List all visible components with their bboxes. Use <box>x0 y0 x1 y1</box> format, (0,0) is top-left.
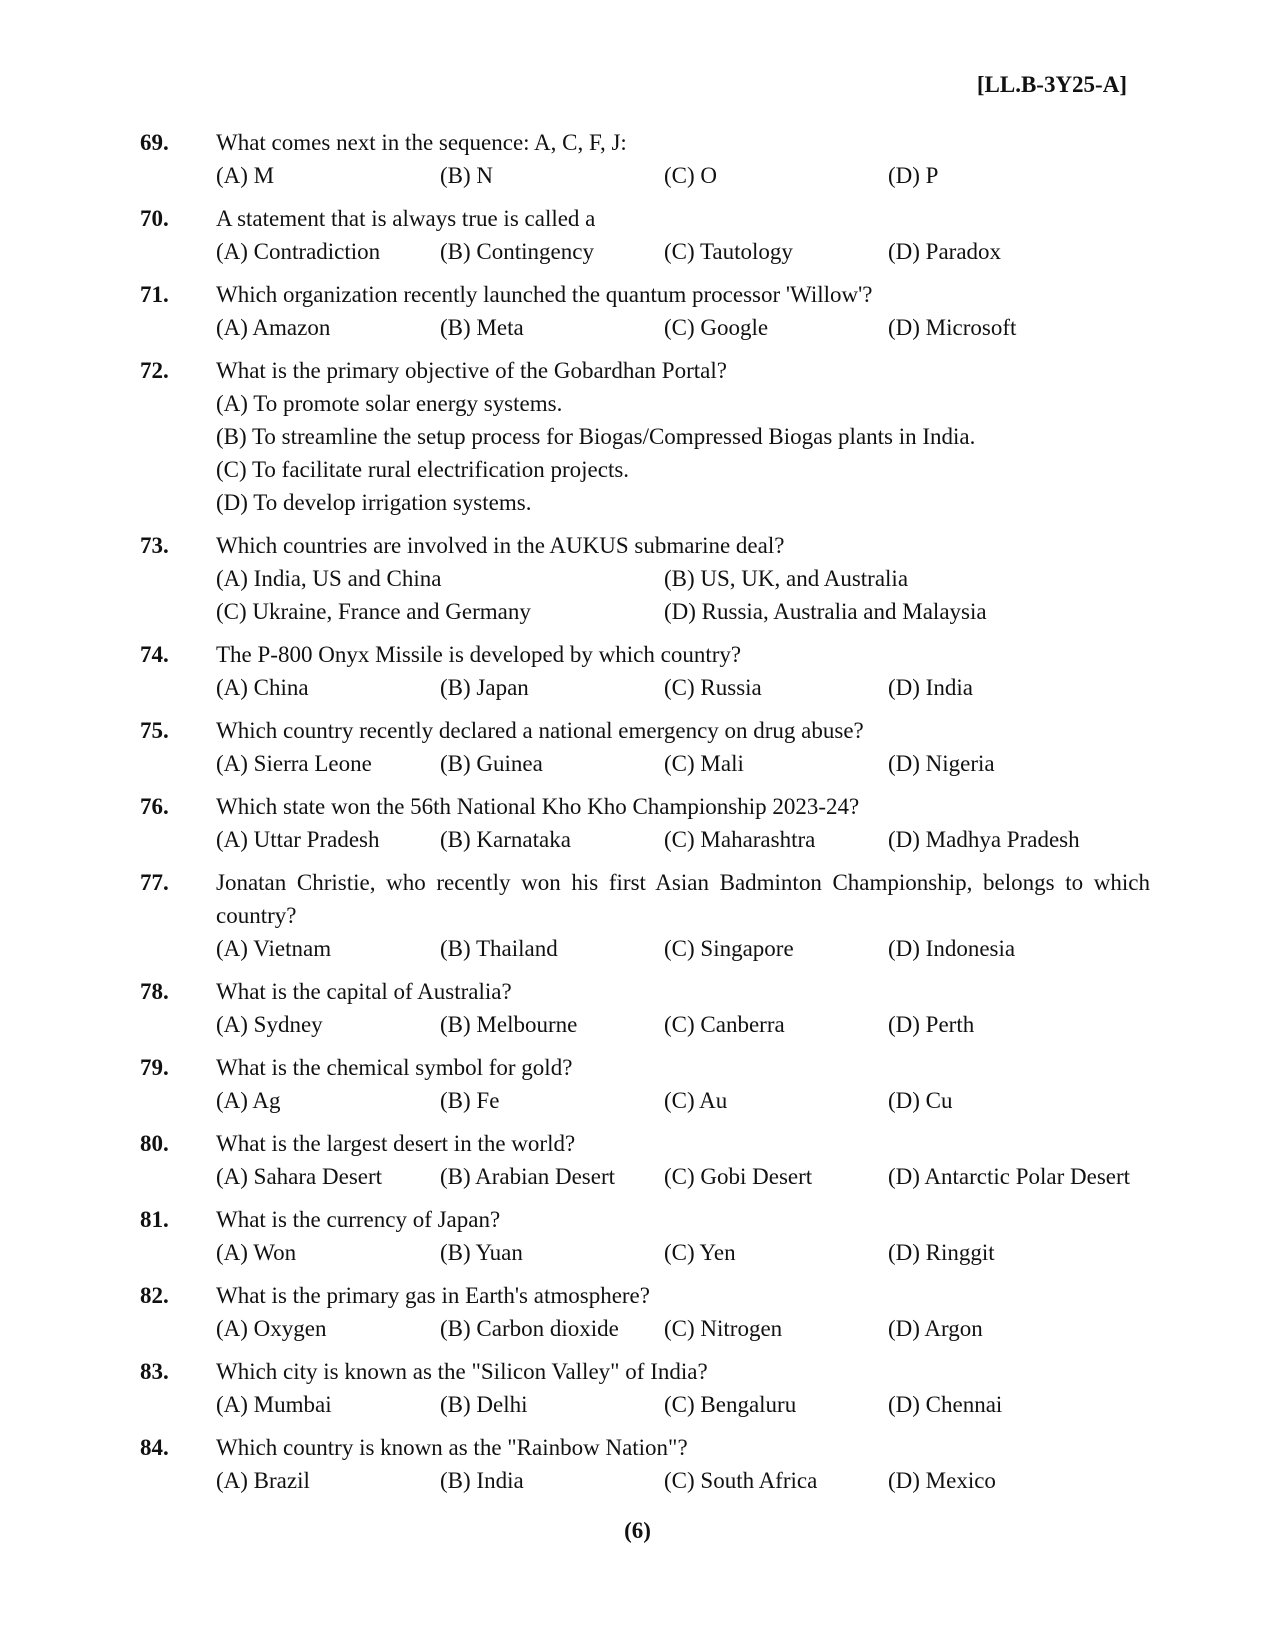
answer-option: (A) Amazon <box>216 315 331 340</box>
options-group <box>216 932 1150 965</box>
question-text: Which state won the 56th National Kho Kho Championship 2023-24? <box>216 794 860 819</box>
answer-option: (B) Thailand <box>440 936 558 961</box>
question-item <box>140 790 1150 856</box>
options-group <box>216 387 1150 519</box>
question-text: A statement that is always true is called a <box>216 206 596 231</box>
answer-option: (B) To streamline the setup process for Biogas/Compressed Biogas plants in India. <box>216 424 976 449</box>
answer-option: (A) Ag <box>216 1088 281 1113</box>
answer-option: (C) Singapore <box>664 936 794 961</box>
question-text: Which city is known as the "Silicon Valley" of India? <box>216 1359 708 1384</box>
answer-option: (B) Arabian Desert <box>440 1164 615 1189</box>
question-number: 76. <box>140 794 169 819</box>
question-item <box>140 202 1150 268</box>
page-number: (6) <box>624 1518 651 1543</box>
answer-option: (D) Cu <box>888 1088 953 1113</box>
question-text: What is the largest desert in the world? <box>216 1131 576 1156</box>
question-number: 82. <box>140 1283 169 1308</box>
question-text: What is the currency of Japan? <box>216 1207 501 1232</box>
options-group <box>216 1008 1150 1041</box>
answer-option: (D) Mexico <box>888 1468 996 1493</box>
question-number: 80. <box>140 1131 169 1156</box>
answer-option: (C) South Africa <box>664 1468 818 1493</box>
options-group <box>216 235 1150 268</box>
answer-option: (A) Mumbai <box>216 1392 332 1417</box>
question-number: 71. <box>140 282 169 307</box>
question-number: 72. <box>140 358 169 383</box>
answer-option: (B) Melbourne <box>440 1012 578 1037</box>
question-item <box>140 1127 1150 1193</box>
question-item <box>140 1203 1150 1269</box>
question-item <box>140 714 1150 780</box>
question-number: 73. <box>140 533 169 558</box>
question-item <box>140 354 1150 519</box>
answer-option: (B) Guinea <box>440 751 543 776</box>
answer-option: (B) Japan <box>440 675 529 700</box>
answer-option: (D) Nigeria <box>888 751 995 776</box>
answer-option: (C) Yen <box>664 1240 736 1265</box>
answer-option: (B) Fe <box>440 1088 500 1113</box>
answer-option: (A) Sahara Desert <box>216 1164 383 1189</box>
options-group <box>216 1084 1150 1117</box>
answer-option: (B) US, UK, and Australia <box>664 566 909 591</box>
options-group <box>216 747 1150 780</box>
question-item <box>140 975 1150 1041</box>
options-group <box>216 1160 1150 1193</box>
answer-option: (A) Sydney <box>216 1012 323 1037</box>
answer-option: (C) Maharashtra <box>664 827 816 852</box>
question-number: 75. <box>140 718 169 743</box>
answer-option: (D) Madhya Pradesh <box>888 827 1080 852</box>
answer-option: (C) Canberra <box>664 1012 785 1037</box>
answer-option: (C) Google <box>664 315 769 340</box>
answer-option: (D) Ringgit <box>888 1240 995 1265</box>
question-text: Jonatan Christie, who recently won his first Asian Badminton Championship, belongs to which country? <box>216 870 1150 928</box>
answer-option: (C) Gobi Desert <box>664 1164 813 1189</box>
answer-option: (A) M <box>216 163 275 188</box>
answer-option: (A) Contradiction <box>216 239 381 264</box>
answer-option: (C) O <box>664 163 718 188</box>
question-item <box>140 866 1150 965</box>
answer-option: (D) P <box>888 163 939 188</box>
options-group <box>216 311 1150 344</box>
answer-option: (D) Antarctic Polar Desert <box>888 1164 1131 1189</box>
question-text: Which organization recently launched the quantum processor 'Willow'? <box>216 282 873 307</box>
options-group <box>216 671 1150 704</box>
question-item <box>140 638 1150 704</box>
question-item <box>140 278 1150 344</box>
question-number: 77. <box>140 870 169 895</box>
options-group <box>216 1236 1150 1269</box>
question-item <box>140 529 1150 628</box>
answer-option: (D) Chennai <box>888 1392 1003 1417</box>
question-number: 74. <box>140 642 169 667</box>
question-item <box>140 126 1150 192</box>
answer-option: (A) Won <box>216 1240 297 1265</box>
answer-option: (C) To facilitate rural electrification projects. <box>216 457 630 482</box>
answer-option: (C) Mali <box>664 751 744 776</box>
answer-option: (B) Delhi <box>440 1392 528 1417</box>
question-text: What is the capital of Australia? <box>216 979 512 1004</box>
options-group <box>216 823 1150 856</box>
page-code: [LL.B-3Y25-A] <box>976 72 1127 97</box>
answer-option: (D) Argon <box>888 1316 983 1341</box>
answer-option: (B) Contingency <box>440 239 594 264</box>
answer-option: (A) Uttar Pradesh <box>216 827 380 852</box>
question-text: Which countries are involved in the AUKUS submarine deal? <box>216 533 785 558</box>
answer-option: (A) To promote solar energy systems. <box>216 391 563 416</box>
answer-option: (C) Bengaluru <box>664 1392 797 1417</box>
answer-option: (B) Carbon dioxide <box>440 1316 619 1341</box>
question-item <box>140 1355 1150 1421</box>
options-group <box>216 1388 1150 1421</box>
question-number: 81. <box>140 1207 169 1232</box>
options-group <box>216 1312 1150 1345</box>
answer-option: (A) Sierra Leone <box>216 751 372 776</box>
question-text: What is the chemical symbol for gold? <box>216 1055 573 1080</box>
answer-option: (B) Meta <box>440 315 524 340</box>
question-item <box>140 1051 1150 1117</box>
answer-option: (D) Russia, Australia and Malaysia <box>664 599 987 624</box>
question-number: 78. <box>140 979 169 1004</box>
question-text: What is the primary gas in Earth's atmosphere? <box>216 1283 650 1308</box>
question-number: 70. <box>140 206 169 231</box>
answer-option: (A) Vietnam <box>216 936 332 961</box>
answer-option: (B) Yuan <box>440 1240 523 1265</box>
answer-option: (C) Russia <box>664 675 762 700</box>
question-list <box>140 126 1150 1507</box>
answer-option: (C) Tautology <box>664 239 793 264</box>
question-number: 84. <box>140 1435 169 1460</box>
answer-option: (A) China <box>216 675 309 700</box>
question-item <box>140 1279 1150 1345</box>
answer-option: (B) India <box>440 1468 524 1493</box>
answer-option: (A) Brazil <box>216 1468 310 1493</box>
answer-option: (C) Ukraine, France and Germany <box>216 599 531 624</box>
answer-option: (A) Oxygen <box>216 1316 327 1341</box>
options-group <box>216 1464 1150 1497</box>
question-text: What comes next in the sequence: A, C, F, J: <box>216 130 627 155</box>
answer-option: (A) India, US and China <box>216 566 442 591</box>
answer-option: (D) Indonesia <box>888 936 1016 961</box>
options-group <box>216 159 1150 192</box>
answer-option: (C) Au <box>664 1088 728 1113</box>
question-item <box>140 1431 1150 1497</box>
options-group <box>216 562 1150 628</box>
question-number: 83. <box>140 1359 169 1384</box>
answer-option: (D) Microsoft <box>888 315 1017 340</box>
answer-option: (D) Paradox <box>888 239 1002 264</box>
answer-option: (D) Perth <box>888 1012 975 1037</box>
question-text: What is the primary objective of the Gobardhan Portal? <box>216 358 727 383</box>
question-number: 69. <box>140 130 169 155</box>
answer-option: (C) Nitrogen <box>664 1316 783 1341</box>
answer-option: (D) To develop irrigation systems. <box>216 490 532 515</box>
question-text: Which country recently declared a national emergency on drug abuse? <box>216 718 864 743</box>
question-text: Which country is known as the "Rainbow Nation"? <box>216 1435 688 1460</box>
answer-option: (B) N <box>440 163 494 188</box>
answer-option: (B) Karnataka <box>440 827 571 852</box>
question-text: The P-800 Onyx Missile is developed by which country? <box>216 642 742 667</box>
question-number: 79. <box>140 1055 169 1080</box>
answer-option: (D) India <box>888 675 973 700</box>
